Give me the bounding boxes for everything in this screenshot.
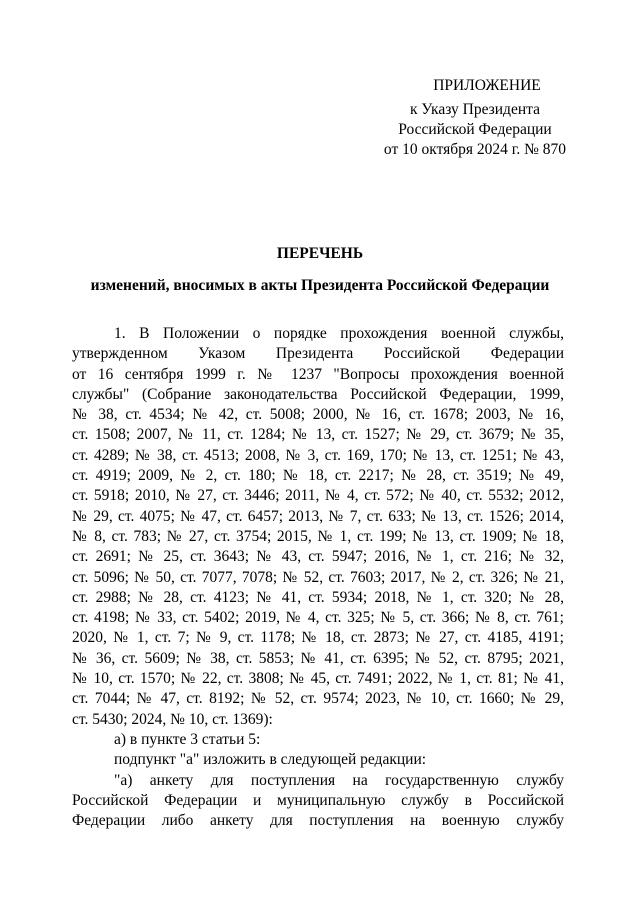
body-line: № 36, ст. 5609; № 38, ст. 5853; № 41, ст. 6395; № 52, ст. 8795; 2021, xyxy=(72,649,564,667)
appendix-line-federation: Российской Федерации xyxy=(398,121,552,138)
document-subtitle: изменений, вносимых в акты Президента Российской Федерации xyxy=(90,277,550,294)
body-line: ст. 2691; № 25, ст. 3643; № 43, ст. 5947; 2016, № 1, ст. 216; № 32, xyxy=(72,548,564,566)
body-line: от 16 сентября 1999 г. № 1237 "Вопросы прохождения военной xyxy=(72,365,564,383)
body-line: № 10, ст. 1570; № 22, ст. 3808; № 45, ст. 7491; 2022, № 1, ст. 81; № 41, xyxy=(72,670,564,688)
body-line-subpoint: подпункт "а" изложить в следующей редакции: xyxy=(114,751,427,769)
body-line: ст. 7044; № 47, ст. 8192; № 52, ст. 9574; 2023, № 10, ст. 1660; № 29, xyxy=(72,690,564,708)
body-line: Федерации либо анкету для поступления на военную службу xyxy=(72,812,564,830)
body-line: ст. 4289; № 38, ст. 4513; 2008, № 3, ст. 169, 170; № 13, ст. 1251; № 43, xyxy=(72,446,564,464)
appendix-line-date: от 10 октября 2024 г. № 870 xyxy=(383,141,567,158)
body-line-subsection: а) в пункте 3 статьи 5: xyxy=(114,730,261,748)
appendix-heading: ПРИЛОЖЕНИЕ xyxy=(433,77,541,94)
body-line: 2020, № 1, ст. 7; № 9, ст. 1178; № 18, ст. 2873; № 27, ст. 4185, 4191; xyxy=(72,629,564,647)
body-line: утвержденном Указом Президента Российской Федерации xyxy=(72,345,564,363)
body-line: № 29, ст. 4075; № 47, ст. 6457; 2013, № 7, ст. 633; № 13, ст. 1526; 2014, xyxy=(72,507,564,525)
appendix-block xyxy=(370,76,580,160)
body-line: ст. 4198; № 33, ст. 5402; 2019, № 4, ст. 325; № 5, ст. 366; № 8, ст. 761; xyxy=(72,609,564,627)
appendix-line-decree: к Указу Президента xyxy=(410,101,540,118)
body-line: ст. 1508; 2007, № 11, ст. 1284; № 13, ст. 1527; № 29, ст. 3679; № 35, xyxy=(72,426,564,444)
body-line: 1. В Положении о порядке прохождения военной службы, xyxy=(114,325,564,342)
document-body xyxy=(72,324,564,831)
body-line: Российской Федерации и муниципальную службу в Российской xyxy=(72,791,564,809)
body-line: "а) анкету для поступления на государственную службу xyxy=(114,771,564,789)
document-title: ПЕРЕЧЕНЬ xyxy=(276,245,364,262)
body-line: службы" (Собрание законодательства Российской Федерации, 1999, xyxy=(72,385,564,403)
body-line: ст. 2988; № 28, ст. 4123; № 41, ст. 5934; 2018, № 1, ст. 320; № 28, xyxy=(72,588,564,606)
body-line: ст. 5096; № 50, ст. 7077, 7078; № 52, ст. 7603; 2017, № 2, ст. 326; № 21, xyxy=(72,568,564,586)
body-line: № 8, ст. 783; № 27, ст. 3754; 2015, № 1, ст. 199; № 13, ст. 1909; № 18, xyxy=(72,527,564,545)
body-line: № 38, ст. 4534; № 42, ст. 5008; 2000, № 16, ст. 1678; 2003, № 16, xyxy=(72,406,564,424)
body-line: ст. 4919; 2009, № 2, ст. 180; № 18, ст. 2217; № 28, ст. 3519; № 49, xyxy=(72,467,564,485)
body-line: ст. 5430; 2024, № 10, ст. 1369): xyxy=(72,710,273,728)
body-line: ст. 5918; 2010, № 27, ст. 3446; 2011, № 4, ст. 572; № 40, ст. 5532; 2012, xyxy=(72,487,564,505)
